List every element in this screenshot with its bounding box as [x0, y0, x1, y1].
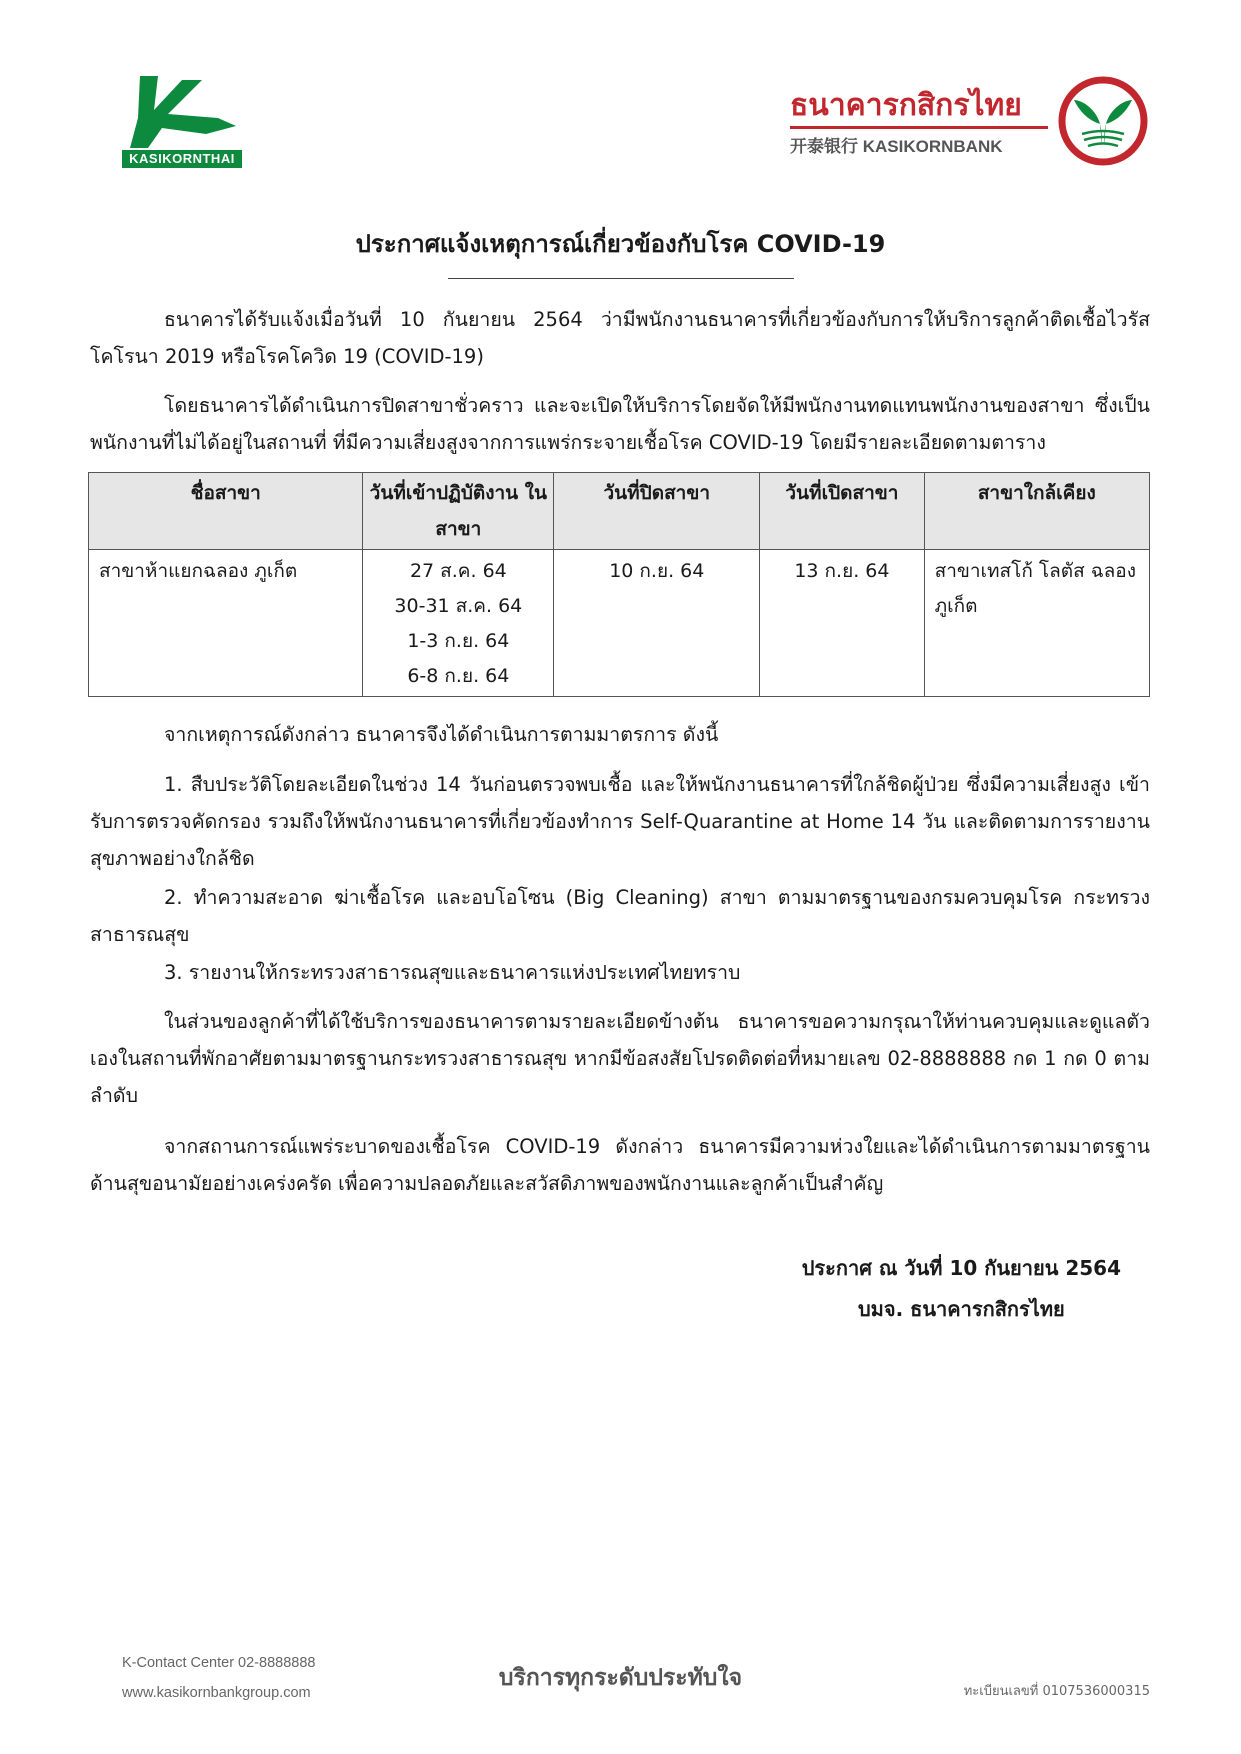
work-date: 6-8 ก.ย. 64 — [407, 665, 510, 687]
header-reopen-date: วันที่เปิดสาขา — [760, 473, 924, 550]
work-date: 30-31 ส.ค. 64 — [394, 595, 523, 617]
left-logo-label: KASIKORNTHAI — [122, 150, 242, 168]
footer-slogan: บริการทุกระดับประทับใจ — [498, 1665, 743, 1691]
registration-number: ทะเบียนเลขที่ 0107536000315 — [963, 1684, 1150, 1699]
cell-closed-date: 10 ก.ย. 64 — [554, 550, 760, 697]
signature-block — [802, 1248, 1121, 1330]
intro-paragraph — [90, 301, 1150, 375]
header-nearby-branch: สาขาใกล้เคียง — [924, 473, 1149, 550]
header-work-dates-line1: วันที่เข้าปฏิบัติงาน — [369, 482, 519, 504]
cell-work-dates — [363, 550, 554, 697]
work-date: 27 ส.ค. 64 — [409, 560, 507, 582]
announcement-date: ประกาศ ณ วันที่ 10 กันยายน 2564 — [801, 1256, 1121, 1280]
bank-name-thai: ธนาคารกสิกรไทย — [790, 88, 1022, 123]
closing-paragraph — [90, 1128, 1150, 1202]
measure-1 — [90, 766, 1150, 877]
website-link[interactable]: www.kasikornbankgroup.com — [122, 1685, 311, 1701]
table-row — [89, 550, 1150, 697]
closure-text: โดยธนาคารได้ดำเนินการปิดสาขาชั่วคราว และจะเปิดให้บริการโดยจัดให้มีพนักงานทดแทนพนักงานของสาขา ซึ่งเป็นพนักงานที่ไม่ได้อยู่ในสถานที่ ที่มีความเสี่ยงสูงจากการแพร่กระจายเชื้อโรค COVID-19 โดยมีรายละเอียดตามตาราง — [90, 394, 1150, 454]
kasikornthai-logo — [118, 74, 250, 170]
header-branch-name: ชื่อสาขา — [89, 473, 363, 550]
title-underline — [448, 278, 794, 279]
measure-1-text: 1. สืบประวัติโดยละเอียดในช่วง 14 วันก่อนตรวจพบเชื้อ และให้พนักงานธนาคารที่ใกล้ชิดผู้ป่วย ซึ่งมีความเสี่ยงสูง เข้ารับการตรวจคัดกรอง รวมถึงให้พนักงานธนาคารที่เกี่ยวข้องทำการ Self-Quarantine at Home 14 วัน และติดตามการรายงานสุขภาพอย่างใกล้ชิด — [90, 773, 1150, 870]
table-header-row — [89, 473, 1150, 550]
bank-name-english: 开泰银行 KASIKORNBANK — [790, 137, 1003, 156]
work-date: 1-3 ก.ย. 64 — [407, 630, 510, 652]
measures-intro-text: จากเหตุการณ์ดังกล่าว ธนาคารจึงได้ดำเนินการตามมาตรการ ดังนี้ — [164, 723, 719, 746]
document-title: ประกาศแจ้งเหตุการณ์เกี่ยวข้องกับโรค COVID-19 — [355, 230, 886, 258]
header-work-dates — [363, 473, 554, 550]
header-work-dates-line2: ในสาขา — [435, 482, 548, 540]
branch-closure-table — [88, 472, 1150, 697]
contact-center: K-Contact Center 02-8888888 — [122, 1655, 316, 1671]
cell-reopen-date: 13 ก.ย. 64 — [760, 550, 924, 697]
measure-3-text: 3. รายงานให้กระทรวงสาธารณสุขและธนาคารแห่งประเทศไทยทราบ — [164, 961, 741, 984]
closing-text: จากสถานการณ์แพร่ระบาดของเชื้อโรค COVID-19 ดังกล่าว ธนาคารมีความห่วงใยและได้ดำเนินการตามมาตรฐานด้านสุขอนามัยอย่างเคร่งครัด เพื่อความปลอดภัยและสวัสดิภาพของพนักงานและลูกค้าเป็นสำคัญ — [90, 1135, 1150, 1195]
k-logo-icon — [118, 74, 250, 152]
issuer-name: บมจ. ธนาคารกสิกรไทย — [857, 1297, 1065, 1321]
measure-3 — [90, 954, 1150, 991]
intro-text: ธนาคารได้รับแจ้งเมื่อวันที่ 10 กันยายน 2564 ว่ามีพนักงานธนาคารที่เกี่ยวข้องกับการให้บริการลูกค้าติดเชื้อไวรัสโคโรนา 2019 หรือโรคโควิด 19 (COVID-19) — [90, 308, 1150, 368]
kbank-emblem-icon — [1058, 76, 1148, 166]
brand-divider — [790, 126, 1048, 129]
measure-2 — [90, 879, 1150, 953]
bank-wordmark — [790, 82, 1050, 162]
customer-advice-text: ในส่วนของลูกค้าที่ได้ใช้บริการของธนาคารตามรายละเอียดข้างต้น ธนาคารขอความกรุณาให้ท่านควบคุมและดูแลตัวเองในสถานที่พักอาศัยตามมาตรฐานกระทรวงสาธารณสุข หากมีข้อสงสัยโปรดติดต่อที่หมายเลข 02-8888888 กด 1 กด 0 ตามลำดับ — [90, 1010, 1150, 1107]
closure-paragraph — [90, 387, 1150, 461]
header-closed-date: วันที่ปิดสาขา — [554, 473, 760, 550]
cell-branch-name: สาขาห้าแยกฉลอง ภูเก็ต — [89, 550, 363, 697]
cell-nearby-branch: สาขาเทสโก้ โลตัส ฉลอง ภูเก็ต — [924, 550, 1149, 697]
measure-2-text: 2. ทำความสะอาด ฆ่าเชื้อโรค และอบโอโซน (Big Cleaning) สาขา ตามมาตรฐานของกรมควบคุมโรค กระทรวงสาธารณสุข — [90, 886, 1150, 946]
customer-advice-paragraph — [90, 1003, 1150, 1114]
measures-intro — [90, 716, 1150, 753]
